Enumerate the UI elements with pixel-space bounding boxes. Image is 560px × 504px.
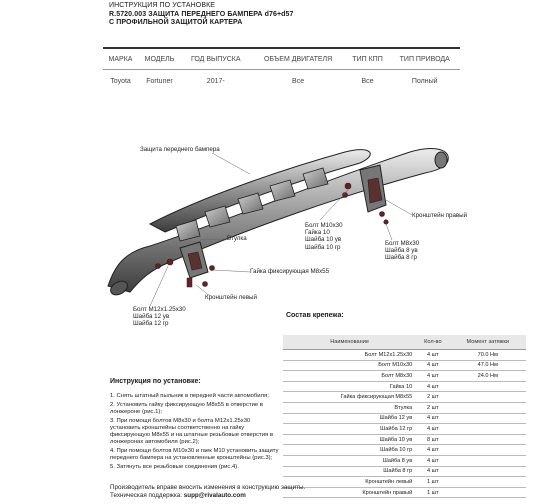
kit-row: [283, 360, 526, 371]
kit-item-name: Кронштейн левый: [283, 477, 416, 488]
label-bolt-m12-group: Болт М12х1.25х30 Шайба 12 ув Шайба 12 гр: [133, 306, 186, 328]
kit-item-torque: [450, 424, 526, 435]
footer: [110, 484, 305, 500]
header-line-2: R.5720.003 ЗАЩИТА ПЕРЕДНЕГО БАМПЕРА d76+d57: [109, 10, 294, 18]
kit-item-name: Болт М12х1.25х30: [283, 350, 416, 361]
instruction-step: 2. Установить гайку фиксирующую М8х55 в отверстие в лонжероне (рис.1);: [110, 402, 263, 415]
kit-item-torque: [450, 487, 526, 498]
label-bolt-m10-group: Болт М10х30 Гайка 10 Шайба 10 ув Шайба 10 гр: [305, 222, 343, 251]
kit-item-qty: 4 шт: [416, 466, 449, 477]
spec-header-model: МОДЕЛЬ: [138, 48, 181, 70]
spec-model: Fortuner: [146, 77, 173, 85]
spec-year: 2017-: [206, 77, 225, 85]
kit-row: [283, 466, 526, 477]
kit-item-torque: [450, 445, 526, 456]
spec-drive: Полный: [411, 77, 438, 85]
kit-item-name: Шайба 12 гр: [283, 424, 416, 435]
spec-header-engine: ОБЪЕМ ДВИГАТЕЛЯ: [251, 48, 346, 70]
kit-row: [283, 381, 526, 392]
spec-header-gearbox: ТИП КПП: [346, 48, 390, 70]
instruction-step: 5. Затянуть все резьбовые соединения (рис.4).: [110, 464, 239, 470]
kit-item-qty: 4 шт: [416, 445, 449, 456]
kit-row: [283, 477, 526, 488]
kit-item-qty: 2 шт: [416, 392, 449, 403]
label-sleeve: Втулка: [227, 235, 247, 242]
kit-title: Состав крепежа:: [286, 312, 344, 319]
label-bracket-left: Кронштейн левый: [205, 294, 257, 301]
kit-item-name: Шайба 10 гр: [283, 445, 416, 456]
kit-header-torque: Момент затяжки: [450, 335, 526, 350]
spec-header-make: МАРКА: [103, 48, 138, 70]
kit-item-qty: 8 шт: [416, 434, 449, 445]
instruction-steps: [110, 393, 280, 473]
kit-item-name: Шайба 8 ув: [283, 455, 416, 466]
spec-header-drive: ТИП ПРИВОДА: [389, 48, 460, 70]
kit-item-name: Шайба 12 ув: [283, 413, 416, 424]
header-line-1: ИНСТРУКЦИЯ ПО УСТАНОВКЕ: [109, 2, 216, 9]
kit-item-torque: 47.0 Нм: [450, 360, 526, 371]
kit-row: [283, 434, 526, 445]
kit-item-qty: 4 шт: [416, 424, 449, 435]
footer-support-label: Техническая поддержка:: [110, 492, 184, 499]
kit-item-torque: [450, 402, 526, 413]
kit-item-name: Шайба 8 гр: [283, 466, 416, 477]
kit-item-qty: 4 шт: [416, 413, 449, 424]
label-nut-m8: Гайка фиксирующая М8х55: [250, 268, 330, 275]
kit-item-name: Шайба 10 ув: [283, 434, 416, 445]
label-bolt-m8-group: Болт М8х30 Шайба 8 ув Шайба 8 гр: [385, 240, 420, 262]
support-email-link[interactable]: supp@rivalauto.com: [183, 492, 246, 499]
kit-item-torque: [450, 466, 526, 477]
kit-row: [283, 413, 526, 424]
label-bracket-right: Кронштейн правый: [412, 212, 468, 219]
kit-row: [283, 350, 526, 361]
kit-item-name: Болт М10х30: [283, 360, 416, 371]
header-line-3: С ПРОФИЛЬНОЙ ЗАЩИТОЙ КАРТЕРА: [109, 19, 243, 26]
kit-item-qty: 4 шт: [416, 371, 449, 382]
label-front-guard: Защита переднего бампера: [140, 146, 220, 153]
spec-engine: Все: [292, 77, 305, 85]
kit-header-qty: Кол-во: [416, 335, 449, 350]
spec-make: Toyota: [110, 77, 131, 85]
kit-item-torque: [450, 455, 526, 466]
kit-item-torque: [450, 477, 526, 488]
kit-row: [283, 455, 526, 466]
kit-row: [283, 392, 526, 403]
kit-table-body: [283, 350, 526, 498]
kit-item-torque: [450, 413, 526, 424]
kit-item-torque: 24.0 Нм: [450, 371, 526, 382]
kit-item-qty: 4 шт: [416, 350, 449, 361]
instruction-step: 4. При помощи болтов М10х30 и гаек М10 установить защиту переднего бампера на установленные кронштейны (рис.3);: [110, 448, 279, 461]
kit-item-name: Болт М8х30: [283, 371, 416, 382]
kit-row: [283, 424, 526, 435]
fastener-kit-table: [283, 335, 526, 498]
instruction-step: 1. Снять штатный пыльник в передней части автомобиля;: [110, 393, 269, 399]
kit-item-qty: 1 шт: [416, 477, 449, 488]
kit-row: [283, 402, 526, 413]
kit-item-torque: 70.0 Нм: [450, 350, 526, 361]
kit-item-torque: [450, 381, 526, 392]
footer-disclaimer: Производитель вправе вносить изменения в конструкцию защиты.: [110, 484, 306, 491]
instructions-title: Инструкция по установке:: [110, 378, 201, 385]
kit-item-qty: 1 шт: [416, 487, 449, 498]
kit-row: [283, 487, 526, 498]
kit-item-qty: 4 шт: [416, 360, 449, 371]
spec-header-year: ГОД ВЫПУСКА: [181, 48, 251, 70]
kit-item-torque: [450, 434, 526, 445]
kit-item-torque: [450, 392, 526, 403]
kit-item-name: Гайка фиксирующая М8х55: [283, 392, 416, 403]
kit-item-name: Гайка 10: [283, 381, 416, 392]
kit-item-name: Втулка: [283, 402, 416, 413]
kit-item-qty: 4 шт: [416, 381, 449, 392]
kit-header-name: Наименование: [283, 335, 416, 350]
kit-item-qty: 2 шт: [416, 402, 449, 413]
kit-item-name: Кронштейн правый: [283, 487, 416, 498]
spec-gearbox: Все: [361, 77, 374, 85]
footer-support: [110, 492, 305, 500]
kit-row: [283, 445, 526, 456]
kit-item-qty: 4 шт: [416, 455, 449, 466]
kit-row: [283, 371, 526, 382]
instruction-step: 3. При помощи болтов М8х30 и болта М12х1.25х30 установить кронштейны соответственно на гайку фиксирующую М8х55 и на штатные резьбовые отверстия в лонжеронах автомобиля (рис.2);: [110, 418, 273, 445]
